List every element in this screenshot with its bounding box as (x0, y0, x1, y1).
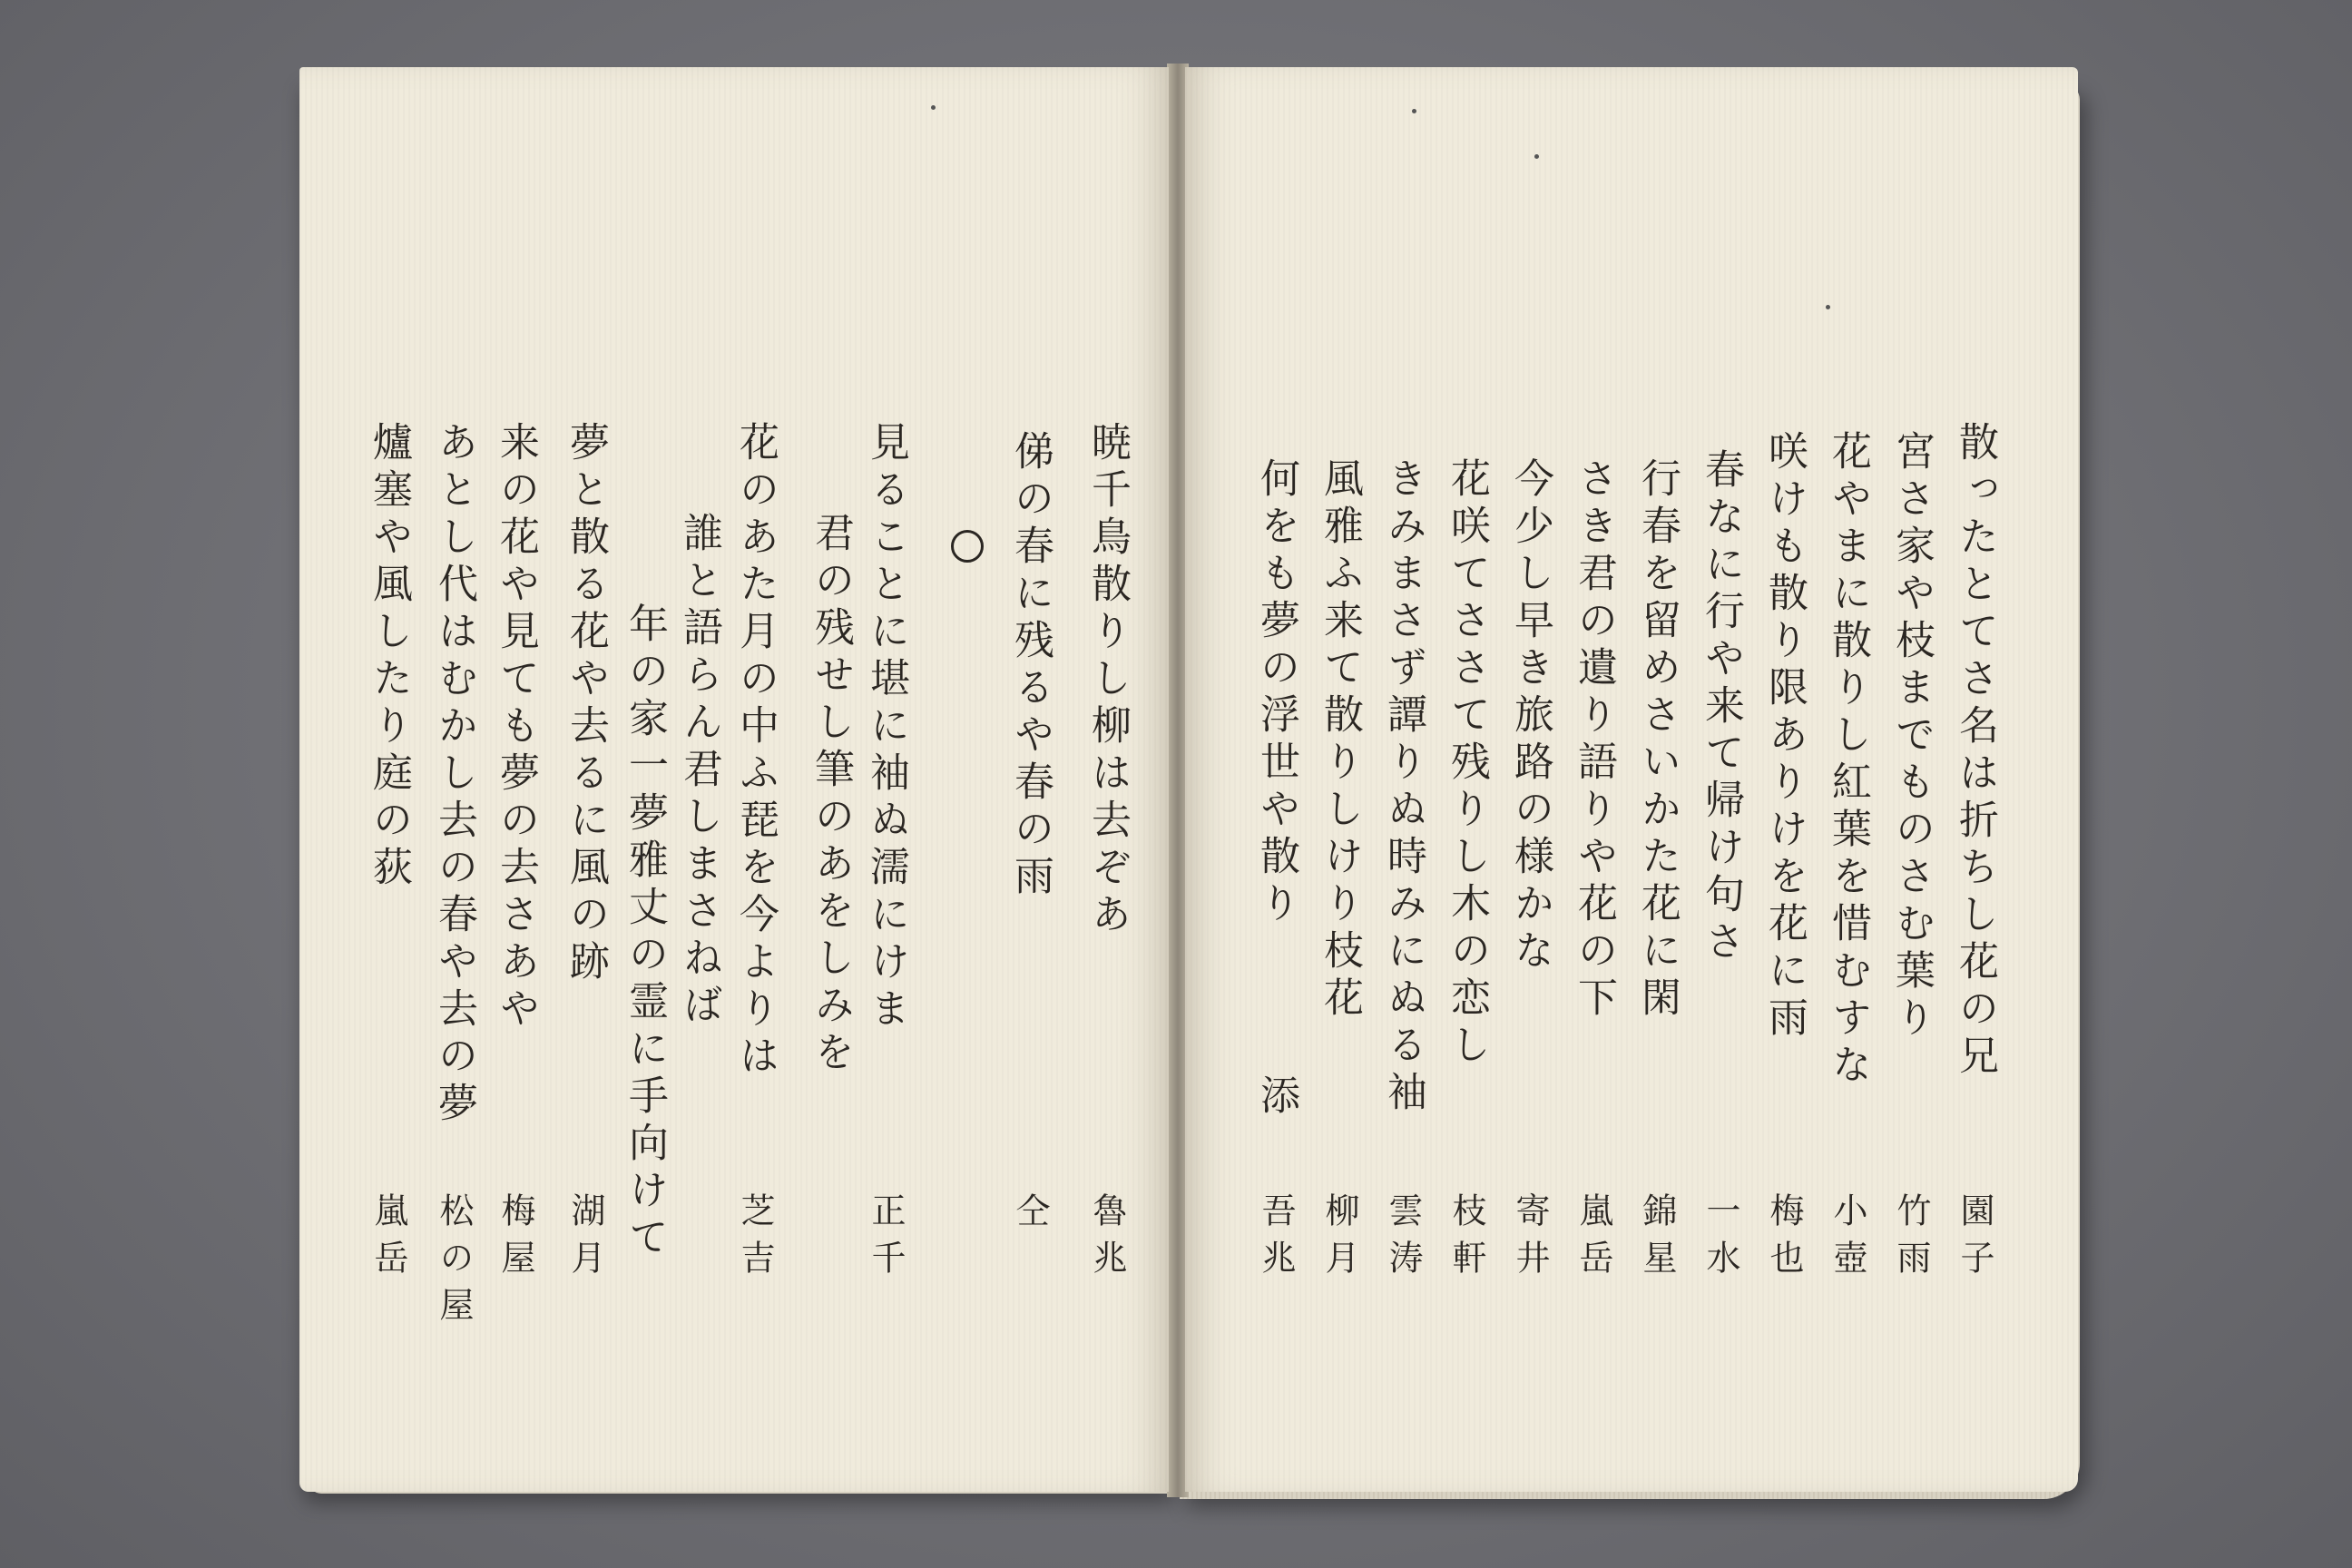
verse-author: 芝吉 (735, 1192, 775, 1287)
verse-column: 風雅ふ来て散りしけり枝花 (1317, 457, 1363, 1024)
verse-author: 柳月 (1319, 1192, 1359, 1287)
verse-column: 今少し早き旅路の様かな (1507, 457, 1553, 976)
verse-column: 君の残せし筆のあをしみを (808, 512, 854, 1078)
paper-speck (1534, 154, 1539, 159)
verse-column: 夢と散る花や去るに風の跡 (563, 421, 609, 987)
verse-column: 行春を留めさいかた花に閑 (1634, 457, 1681, 1024)
verse-column: 春なに行や来て帰け句さ (1698, 448, 1744, 967)
verse-author: 梅屋 (495, 1192, 535, 1287)
verse-author: 正千 (866, 1192, 906, 1287)
paper-speck (1826, 305, 1830, 309)
verse-author: 嵐岳 (368, 1192, 408, 1287)
verse-column: 暁千鳥散りし柳は去ぞあ (1084, 421, 1131, 940)
verse-author: 湖月 (565, 1192, 605, 1287)
paper-speck (931, 105, 936, 110)
verse-column: 散ったとてさ名は折ちし花の兄 (1952, 421, 1998, 1082)
verse-author: 吾兆 (1256, 1192, 1296, 1287)
verse-author: 仝 (1010, 1192, 1050, 1240)
verse-column: 俤の春に残るや春の雨 (1007, 430, 1054, 902)
verse-author: 嵐岳 (1573, 1192, 1613, 1287)
verse-column: 見ることに堪に袖ぬ濡にけま (863, 421, 909, 1034)
verse-author: 寄井 (1510, 1192, 1550, 1287)
verse-column: さき君の遺り語りや花の下 (1571, 457, 1617, 1024)
left-page (299, 67, 1169, 1492)
verse-column: 来の花や見ても夢の去さあや (493, 421, 539, 1034)
section-circle-mark (951, 530, 984, 563)
paper-speck (1412, 109, 1416, 113)
verse-column: 宮さ家や枝までものさむ葉り (1888, 430, 1935, 1044)
verse-column: 爐塞や風したり庭の荻 (366, 421, 412, 893)
right-page (1185, 67, 2078, 1492)
verse-column: 花のあた月の中ふ琵を今よりは (732, 421, 779, 1082)
verse-author: 園子 (1955, 1192, 1994, 1287)
verse-author: 錦星 (1637, 1192, 1677, 1287)
verse-tail: 添 (1253, 1074, 1299, 1122)
verse-column: 花咲てささて残りし木の恋し (1444, 457, 1490, 1071)
verse-column: 花やまに散りし紅葉を惜むすな (1825, 430, 1871, 1091)
verse-author: 一水 (1700, 1192, 1740, 1287)
verse-column: 年の家一夢雅丈の霊に手向けて (622, 603, 668, 1263)
verse-author: 竹雨 (1891, 1192, 1931, 1287)
verse-author: 梅也 (1764, 1192, 1804, 1287)
verse-column: あとし代はむかし去の春や去の夢 (431, 421, 477, 1129)
verse-author: 小壺 (1828, 1192, 1867, 1287)
verse-column: 咲けも散り限ありけを花に雨 (1761, 430, 1808, 1044)
verse-author: 枝軒 (1446, 1192, 1486, 1287)
verse-author: 魯兆 (1087, 1192, 1127, 1287)
verse-column: 何をも夢の浮世や散り (1253, 457, 1299, 929)
verse-author: 雲涛 (1383, 1192, 1423, 1287)
verse-column: きみまさず譚りぬ時みにぬる袖 (1380, 457, 1426, 1118)
verse-column: 誰と語らん君しまさねば (676, 512, 722, 1031)
verse-author: 松の屋 (434, 1192, 474, 1334)
